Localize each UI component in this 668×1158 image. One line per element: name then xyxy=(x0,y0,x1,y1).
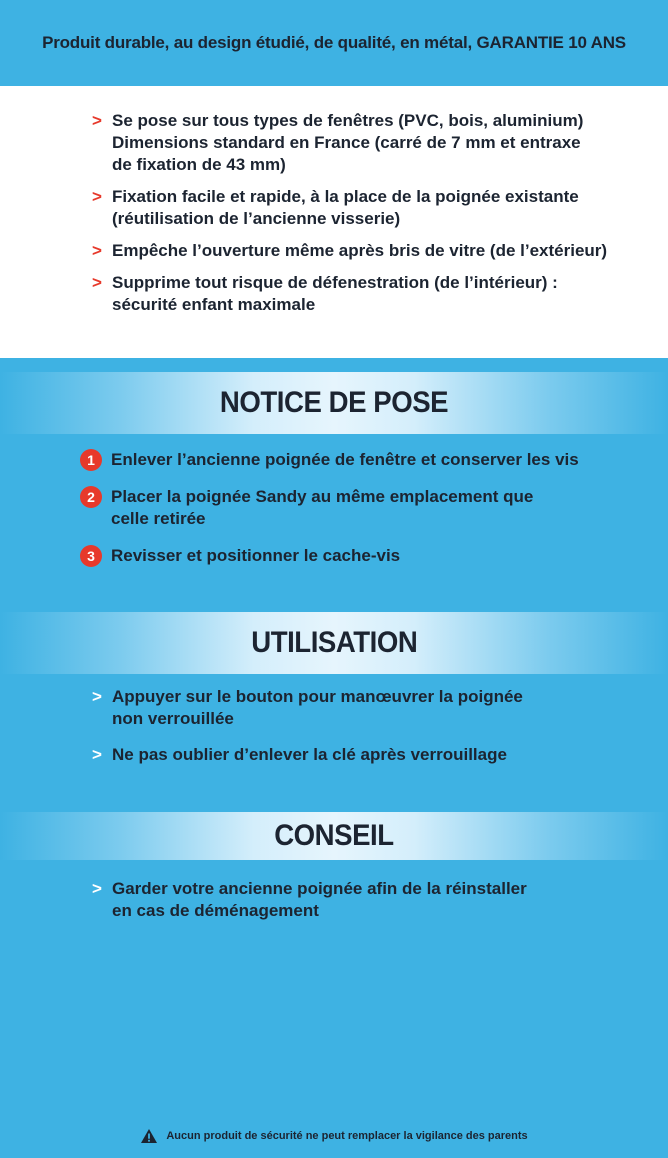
conseil-list xyxy=(92,878,662,936)
step-text-line: Enlever l’ancienne poignée de fenêtre et conserver les vis xyxy=(111,450,579,469)
step-number-badge: 2 xyxy=(80,486,102,508)
chevron-right-icon: > xyxy=(92,187,102,206)
utilisation-list xyxy=(92,686,662,780)
feature-text-line: sécurité enfant maximale xyxy=(112,295,316,314)
chevron-right-icon: > xyxy=(92,241,102,260)
conseil-text-line: en cas de déménagement xyxy=(112,901,319,920)
utilisation-title: UTILISATION xyxy=(250,626,418,659)
conseil-heading-band xyxy=(0,812,668,860)
feature-text-line: Supprime tout risque de défenestration (de l’intérieur) : xyxy=(112,273,558,292)
chevron-right-icon: > xyxy=(92,273,102,292)
chevron-right-icon: > xyxy=(92,687,102,706)
utilisation-text-line: Ne pas oublier d’enlever la clé après verrouillage xyxy=(112,745,507,764)
step-text-line: Revisser et positionner le cache-vis xyxy=(111,546,401,565)
chevron-right-icon: > xyxy=(92,111,102,130)
conseil-text-line: Garder votre ancienne poignée afin de la réinstaller xyxy=(112,879,527,898)
notice-title: NOTICE DE POSE xyxy=(219,386,449,419)
step-number-badge: 3 xyxy=(80,545,102,567)
chevron-right-icon: > xyxy=(92,879,102,898)
chevron-right-icon: > xyxy=(92,745,102,764)
feature-item xyxy=(92,272,662,316)
conseil-title: CONSEIL xyxy=(274,819,394,852)
feature-text-line: Empêche l’ouverture même après bris de vitre (de l’extérieur) xyxy=(112,241,608,260)
notice-heading-band xyxy=(0,372,668,434)
tagline: Produit durable, au design étudié, de qualité, en métal, GARANTIE 10 ANS xyxy=(42,33,626,52)
feature-item xyxy=(92,110,662,176)
feature-item xyxy=(92,186,662,230)
warning-icon xyxy=(140,1128,158,1144)
feature-text-line: (réutilisation de l’ancienne visserie) xyxy=(112,209,401,228)
step-item xyxy=(80,486,660,530)
utilisation-item xyxy=(92,686,662,730)
utilisation-heading-band xyxy=(0,612,668,674)
feature-text-line: Fixation facile et rapide, à la place de la poignée existante xyxy=(112,187,579,206)
footer-warning xyxy=(0,1128,668,1144)
step-item xyxy=(80,545,660,567)
footer-warning-text: Aucun produit de sécurité ne peut remplacer la vigilance des parents xyxy=(166,1130,528,1142)
step-text-line: celle retirée xyxy=(111,509,206,528)
feature-text-line: Se pose sur tous types de fenêtres (PVC, bois, aluminium) xyxy=(112,111,584,130)
step-text-line: Placer la poignée Sandy au même emplacement que xyxy=(111,487,534,506)
conseil-item xyxy=(92,878,662,922)
notice-steps-list xyxy=(80,449,660,582)
feature-text-line: Dimensions standard en France (carré de 7 mm et entraxe xyxy=(112,133,581,152)
step-number-badge: 1 xyxy=(80,449,102,471)
step-item xyxy=(80,449,660,471)
header-band xyxy=(0,0,668,86)
feature-text-line: de fixation de 43 mm) xyxy=(112,155,286,174)
utilisation-item xyxy=(92,744,662,766)
feature-item xyxy=(92,240,662,262)
utilisation-text-line: Appuyer sur le bouton pour manœuvrer la poignée xyxy=(112,687,523,706)
utilisation-text-line: non verrouillée xyxy=(112,709,234,728)
features-list xyxy=(92,110,662,326)
